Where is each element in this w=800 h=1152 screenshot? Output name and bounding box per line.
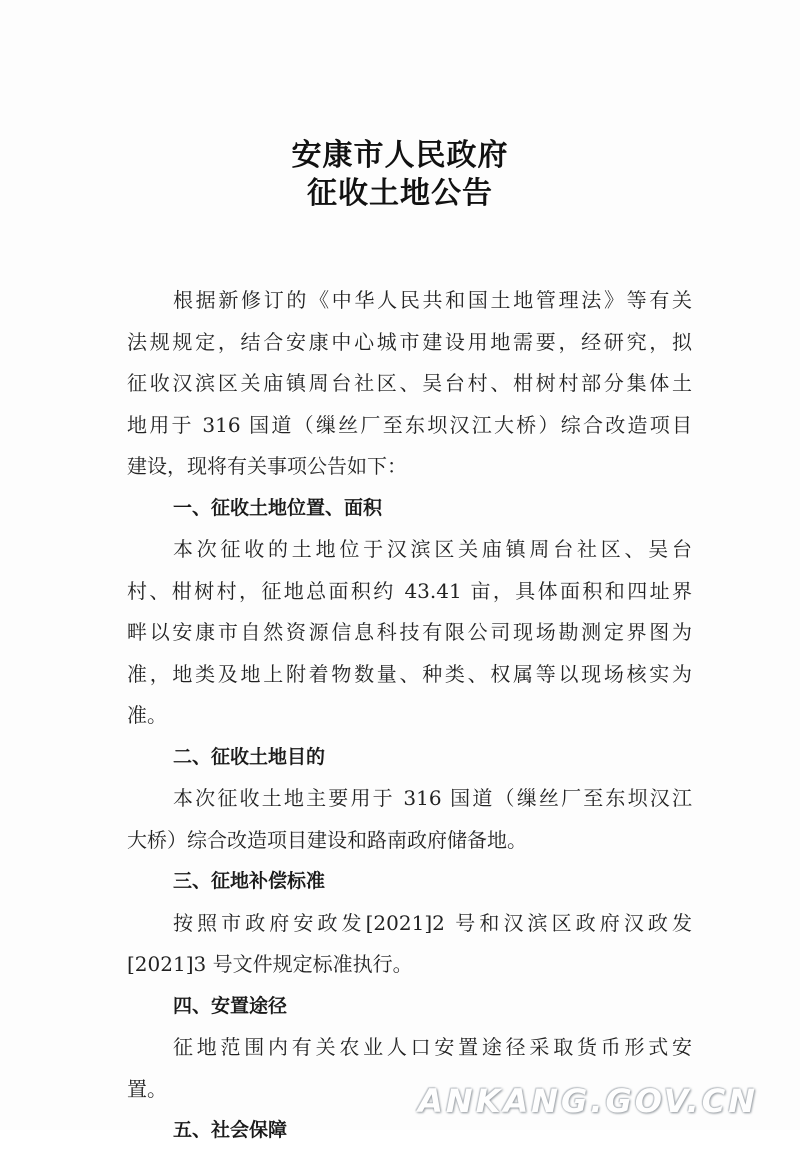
- document-title-line-2: 征收土地公告: [307, 176, 493, 211]
- section-3-heading: 三、征地补偿标准: [173, 870, 326, 892]
- section-2-heading: 二、征收土地目的: [173, 745, 326, 768]
- section-3-line-2: [2021]3 号文件规定标准执行。: [127, 952, 413, 976]
- section-1-line-2: 村、柑树村，征地总面积约 43.41 亩，具体面积和四址界: [127, 578, 692, 603]
- intro-line-3: 征收汉滨区关庙镇周台社区、吴台村、柑树村部分集体土: [127, 371, 692, 395]
- document-body: [127, 280, 692, 1152]
- intro-line-1: 根据新修订的《中华人民共和国土地管理法》等有关: [173, 288, 692, 312]
- section-2-line-1: 本次征收土地主要用于 316 国道（缫丝厂至东坝汉江: [173, 786, 692, 810]
- section-3-line-1: 按照市政府安政发[2021]2 号和汉滨区政府汉政发: [173, 910, 692, 935]
- section-2-line-2: 大桥）综合改造项目建设和路南政府储备地。: [127, 827, 527, 852]
- section-4-line-1: 征地范围内有关农业人口安置途径采取货币形式安: [173, 1035, 692, 1059]
- section-1-line-4: 准，地类及地上附着物数量、种类、权属等以现场核实为: [127, 661, 692, 686]
- intro-line-5: 建设，现将有关事项公告如下：: [127, 454, 407, 478]
- intro-line-2: 法规规定，结合安康中心城市建设用地需要，经研究，拟: [127, 329, 692, 354]
- section-1-line-1: 本次征收的土地位于汉滨区关庙镇周台社区、吴台: [173, 537, 692, 561]
- document-title-line-1: 安康市人民政府: [291, 138, 509, 173]
- section-1-heading: 一、征收土地位置、面积: [173, 496, 383, 519]
- intro-line-4: 地用于 316 国道（缫丝厂至东坝汉江大桥）综合改造项目: [127, 412, 692, 437]
- section-1-line-5: 准。: [127, 703, 167, 727]
- section-4-line-2: 置。: [127, 1076, 167, 1101]
- site-watermark: ANKANG.GOV.CN: [418, 1082, 758, 1120]
- section-5-heading: 五、社会保障: [173, 1119, 288, 1141]
- section-4-heading: 四、安置途径: [173, 994, 288, 1017]
- section-1-line-3: 畔以安康市自然资源信息科技有限公司现场勘测定界图为: [127, 620, 692, 644]
